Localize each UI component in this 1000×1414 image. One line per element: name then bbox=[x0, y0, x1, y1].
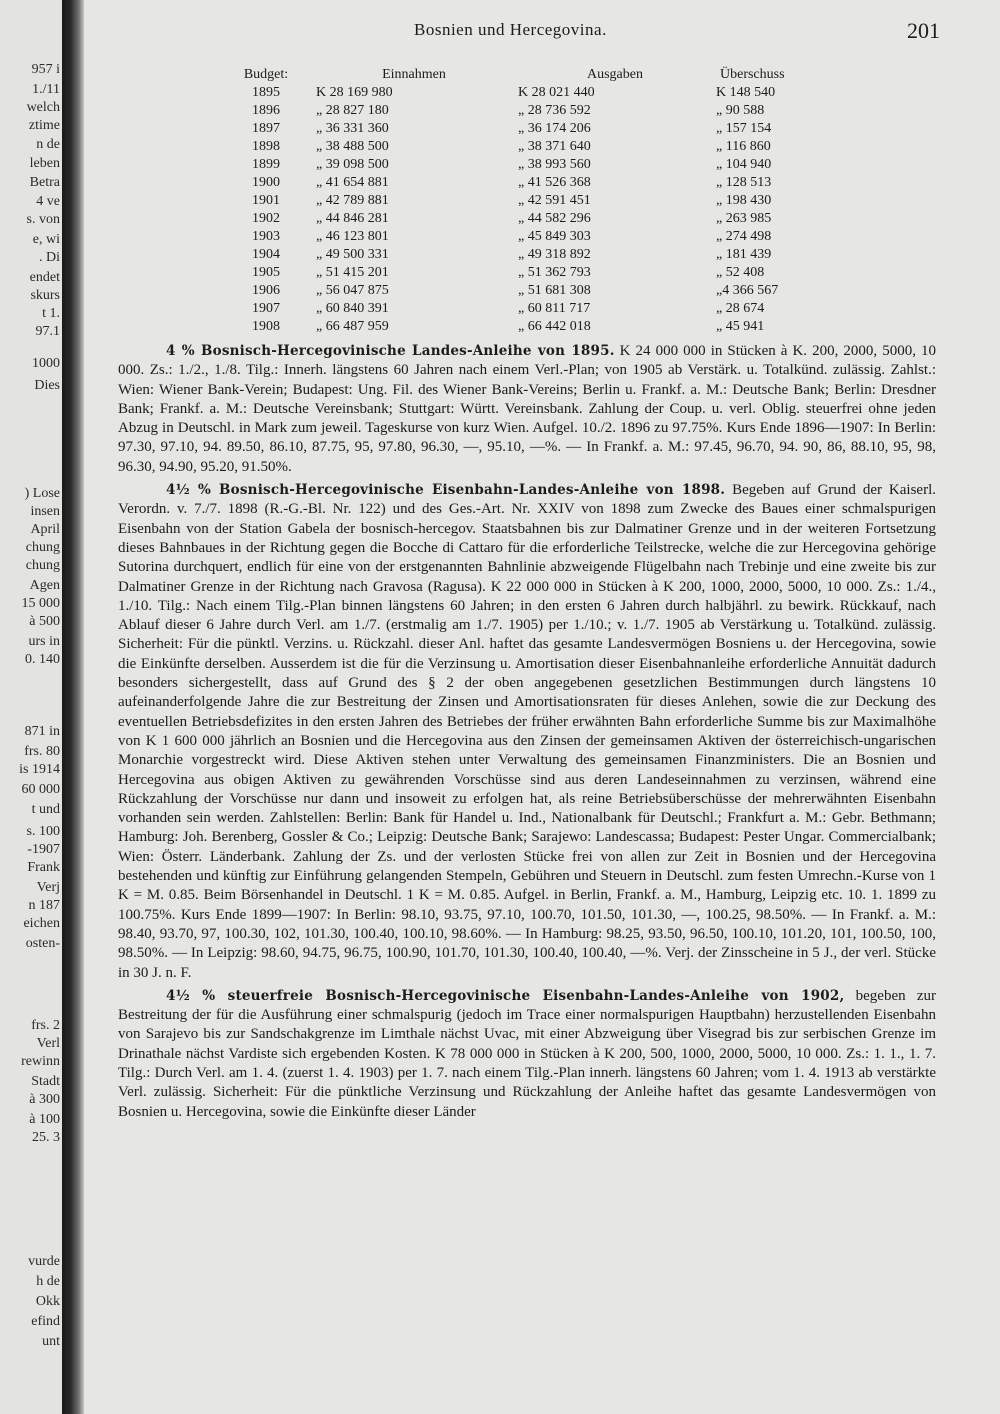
budget-year: 1896 bbox=[252, 103, 280, 118]
section-text: K 24 000 000 in Stücken à K. 200, 2000, 5000, 10 000. Zs.: 1./2., 1./8. Tilg.: Innerh. längstens 60 Jahren nach einem Verl.-Plan; von 1905 ab Verstärk. u. Totalkünd. zulässig. Zahlst.: Wien: Wiener Bank-Verein; Budapest: Ung. Fil. des Wiener Bank-Vereins; Berlin u. Frankf. a. M.: Deutsche Bank; Berlin: Dresdner Bank; Frankf. a. M.: Deutsche Vereinsbank; Stuttgart: Württ. Vereinsbank. Zahlung der Coup. u. verl. Oblig. steuerfrei ohne jeden Abzug in Deutschl. in Mark zum jeweil. Tageskurse von kurz Wien. Aufgel. 10./2. 1896 zu 97.75%. Kurs Ende 1896—1907: In Berlin: 97.30, 97.10, 94. 89.50, 86.10, 87.75, 95, 97.80, 96.30, —, 95.10, —%. — In Frankf. a. M.: 97.45, 96.70, 94. 90, 86, 88.10, 95, 98, 96.30, 94.90, 95.20, 91.50%. bbox=[118, 343, 936, 475]
expense-value: „ 38 993 560 bbox=[518, 157, 591, 172]
income-value: „ 60 840 391 bbox=[316, 301, 389, 316]
income-value: „ 42 789 881 bbox=[316, 193, 389, 208]
margin-fragment: 1./11 bbox=[32, 82, 60, 97]
margin-fragment: à 300 bbox=[29, 1092, 60, 1107]
expense-value: „ 45 849 303 bbox=[518, 229, 591, 244]
budget-year: 1904 bbox=[252, 247, 280, 262]
income-value: „ 66 487 959 bbox=[316, 319, 389, 334]
income-value: „ 39 098 500 bbox=[316, 157, 389, 172]
margin-fragment: 0. 140 bbox=[25, 652, 60, 667]
margin-fragment: s. von bbox=[26, 212, 60, 227]
table-row bbox=[222, 84, 830, 102]
income-value: „ 56 047 875 bbox=[316, 283, 389, 298]
expense-value: „ 49 318 892 bbox=[518, 247, 591, 262]
header-expenses: Ausgaben bbox=[587, 67, 643, 82]
expense-value: „ 41 526 368 bbox=[518, 175, 591, 190]
margin-fragment: Verl bbox=[36, 1036, 60, 1051]
surplus-value: „ 181 439 bbox=[716, 247, 772, 262]
margin-fragment: -1907 bbox=[27, 842, 60, 857]
margin-fragment: chung bbox=[25, 540, 60, 555]
header-surplus: Überschuss bbox=[720, 67, 785, 82]
income-value: „ 41 654 881 bbox=[316, 175, 389, 190]
margin-fragment: frs. 80 bbox=[24, 744, 60, 759]
margin-fragment: urs in bbox=[28, 634, 60, 649]
margin-fragment: Dies bbox=[34, 378, 60, 393]
budget-year: 1897 bbox=[252, 121, 280, 136]
section-1898 bbox=[118, 481, 936, 983]
budget-year: 1907 bbox=[252, 301, 280, 316]
income-value: K 28 169 980 bbox=[316, 85, 393, 100]
margin-fragment: 4 ve bbox=[36, 194, 60, 209]
expense-value: „ 44 582 296 bbox=[518, 211, 591, 226]
surplus-value: „ 128 513 bbox=[716, 175, 772, 190]
margin-fragment: ) Lose bbox=[24, 486, 60, 501]
margin-fragment: leben bbox=[29, 156, 60, 171]
surplus-value: „ 116 860 bbox=[716, 139, 771, 154]
income-value: „ 51 415 201 bbox=[316, 265, 389, 280]
margin-fragment: 871 in bbox=[24, 724, 60, 739]
margin-fragment: n de bbox=[36, 137, 60, 152]
expense-value: „ 51 362 793 bbox=[518, 265, 591, 280]
table-row bbox=[222, 282, 830, 300]
page-number: 201 bbox=[907, 18, 940, 43]
budget-table bbox=[222, 66, 830, 336]
margin-fragment: Okk bbox=[35, 1294, 60, 1309]
margin-fragment: 60 000 bbox=[21, 782, 60, 797]
margin-fragment: welch bbox=[26, 100, 60, 115]
margin-fragment: Verj bbox=[36, 880, 60, 895]
margin-fragment: ztime bbox=[28, 118, 60, 133]
expense-value: „ 28 736 592 bbox=[518, 103, 591, 118]
section-title: 4½ % Bosnisch-Hercegovinische Eisenbahn-Landes-Anleihe von 1898. bbox=[166, 482, 726, 499]
header-title: Bosnien und Hercegovina. bbox=[414, 20, 607, 39]
expense-value: „ 66 442 018 bbox=[518, 319, 591, 334]
book-spine-shadow bbox=[62, 0, 84, 1414]
budget-year: 1895 bbox=[252, 85, 280, 100]
margin-fragment: April bbox=[30, 522, 60, 537]
margin-fragment: efind bbox=[31, 1314, 60, 1329]
income-value: „ 28 827 180 bbox=[316, 103, 389, 118]
surplus-value: „ 104 940 bbox=[716, 157, 772, 172]
income-value: „ 44 846 281 bbox=[316, 211, 389, 226]
table-row bbox=[222, 318, 830, 336]
table-row bbox=[222, 174, 830, 192]
surplus-value: „ 157 154 bbox=[716, 121, 772, 136]
table-row bbox=[222, 210, 830, 228]
running-header bbox=[84, 18, 940, 44]
margin-fragment: à 500 bbox=[29, 614, 60, 629]
margin-fragment: à 100 bbox=[29, 1112, 60, 1127]
surplus-value: „ 45 941 bbox=[716, 319, 765, 334]
section-1895 bbox=[118, 342, 936, 477]
margin-fragment: 15 000 bbox=[21, 596, 60, 611]
surplus-value: „ 52 408 bbox=[716, 265, 765, 280]
margin-fragment: osten- bbox=[25, 936, 60, 951]
table-row bbox=[222, 264, 830, 282]
budget-year: 1898 bbox=[252, 139, 280, 154]
budget-year: 1905 bbox=[252, 265, 280, 280]
budget-year: 1903 bbox=[252, 229, 280, 244]
margin-fragment: Frank bbox=[27, 860, 60, 875]
table-row bbox=[222, 120, 830, 138]
expense-value: „ 60 811 717 bbox=[518, 301, 591, 316]
book-page bbox=[84, 0, 1000, 1414]
budget-year: 1902 bbox=[252, 211, 280, 226]
budget-year: 1901 bbox=[252, 193, 280, 208]
expense-value: „ 51 681 308 bbox=[518, 283, 591, 298]
section-text: begeben zur Bestreitung der für die Ausführung einer schmalspurig (jedoch im Trace einer normalspurigen Hauptbahn) herzustellenden Eisenbahn von Sarajevo bis zur Sandschakgrenze im Limthale nächst Uvac, mit einer Abzweigung über Visegrad bis zur serbischen Grenze im Drinathale nächst Vardiste sich ergebenden Kosten. K 78 000 000 in Stücken à K 200, 500, 1000, 2000, 5000, 10 000. Zs.: 1. 1., 1. 7. Tilg.: Durch Verl. am 1. 4. (zuerst 1. 4. 1903) per 1. 7. nach einem Tilg.-Plan innerh. längstens 60 Jahren; vom 1. 4. 1913 ab verstärkte Verl. zulässig. Sicherheit: Für die pünktliche Verzinsung und Rückzahlung der Anleihe haftet das gesamte Landesvermögen von Bosnien u. Hercegovina, sowie die Einkünfte dieser Länder bbox=[118, 987, 936, 1120]
income-value: „ 38 488 500 bbox=[316, 139, 389, 154]
margin-fragment: chung bbox=[25, 558, 60, 573]
margin-fragment: insen bbox=[30, 504, 60, 519]
margin-fragment: h de bbox=[36, 1274, 60, 1289]
margin-fragment: Stadt bbox=[31, 1074, 60, 1089]
budget-table-header bbox=[222, 66, 830, 84]
budget-year: 1899 bbox=[252, 157, 280, 172]
table-row bbox=[222, 246, 830, 264]
margin-fragment: e, wi bbox=[32, 232, 60, 247]
table-row bbox=[222, 300, 830, 318]
table-row bbox=[222, 192, 830, 210]
table-row bbox=[222, 102, 830, 120]
margin-fragment: vurde bbox=[28, 1254, 60, 1269]
budget-year: 1906 bbox=[252, 283, 280, 298]
surplus-value: „ 198 430 bbox=[716, 193, 772, 208]
margin-fragment: endet bbox=[29, 270, 60, 285]
margin-fragment: eichen bbox=[23, 916, 60, 931]
facing-page-margin bbox=[0, 0, 62, 1414]
header-budget: Budget: bbox=[243, 67, 289, 82]
surplus-value: „ 90 588 bbox=[716, 103, 765, 118]
expense-value: „ 42 591 451 bbox=[518, 193, 591, 208]
margin-fragment: unt bbox=[42, 1334, 60, 1349]
surplus-value: „ 28 674 bbox=[716, 301, 765, 316]
margin-fragment: 1000 bbox=[32, 356, 60, 371]
budget-year: 1900 bbox=[252, 175, 280, 190]
surplus-value: „ 263 985 bbox=[716, 211, 772, 226]
budget-year: 1908 bbox=[252, 319, 280, 334]
table-row bbox=[222, 228, 830, 246]
income-value: „ 49 500 331 bbox=[316, 247, 389, 262]
surplus-value: „ 274 498 bbox=[716, 229, 772, 244]
body-text bbox=[118, 342, 936, 1126]
margin-fragment: 957 i bbox=[31, 62, 60, 77]
margin-fragment: skurs bbox=[30, 288, 60, 303]
margin-fragment: . Di bbox=[39, 250, 60, 265]
margin-fragment: is 1914 bbox=[19, 762, 60, 777]
surplus-value: „4 366 567 bbox=[716, 283, 779, 298]
table-row bbox=[222, 138, 830, 156]
section-title: 4½ % steuerfreie Bosnisch-Hercegovinische Eisenbahn-Landes-Anleihe von 1902, bbox=[166, 987, 845, 1004]
margin-fragment: 97.1 bbox=[35, 324, 60, 339]
margin-fragment: n 187 bbox=[28, 898, 60, 913]
income-value: „ 46 123 801 bbox=[316, 229, 389, 244]
expense-value: K 28 021 440 bbox=[518, 85, 595, 100]
margin-fragment: frs. 2 bbox=[31, 1018, 60, 1033]
margin-fragment: rewinn bbox=[21, 1054, 60, 1069]
section-1902 bbox=[118, 987, 936, 1122]
margin-fragment: 25. 3 bbox=[32, 1130, 60, 1145]
margin-fragment: t und bbox=[31, 802, 60, 817]
expense-value: „ 38 371 640 bbox=[518, 139, 591, 154]
section-text: Begeben auf Grund der Kaiserl. Verordn. v. 7./7. 1898 (R.-G.-Bl. Nr. 122) und des Ges.-Art. Nr. XXIV von 1898 zum Zwecke des Baues einer schmalspurigen Eisenbahn von der Station Gabela der bosnisch-hercegov. Staatsbahnen bis zur Dalmatiner Grenze und in der weiteren Fortsetzung dieses Bahnbaues in der Richtung gegen die Bocche di Cattaro für die erforderliche Teilstrecke, welche die zur Hercegovina gehörige Sutorina durchquert, endlich für eine von der erstgenannten Bahnlinie abzweigende Flügelbahn nach Trebinje und eine zweite bis zur Dalmatiner Grenze in der Richtung nach Gravosa (Ragusa). K 22 000 000 in Stücken à K 200, 1000, 2000, 5000, 10 000. Zs.: 1./4., 1./10. Tilg.: Nach einem Tilg.-Plan binnen längstens 60 Jahren; in den ersten 6 Jahren durch halbjährl. zu bewirk. Rückkauf, nach Ablauf dieser 6 Jahre durch Verl. am 1./7. (erstmalig am 1./7. 1905) per 1./10.; v. 1./7. 1905 ab Verstärkung u. Totalkünd. zulässig. Sicherheit: Für die pünktl. Verzins. u. Rückzahl. dieser Anl. haftet das gesamte Landesvermögen Bosniens u. der Hercegovina, sowie die Einkünfte derselben. Ausserdem ist die für die Verzinsung u. Amortisation dieser Eisenbahnanleihe erforderliche Annuität dadurch besonders sichergestellt, dass auf Grund des § 2 der oben angegebenen gesetzlichen Bestimmungen durch längstens 10 aufeinanderfolgende Jahre die zur Bestreitung der Zinsen und Amortisationsraten für dieses Anlehen, sowie die zur Deckung des eventuellen Betriebsdefizites in den ersten Jahren des Betriebes der früher erwähnten Bahn erforderliche Summe bis zur Maximalhöhe von K 1 600 000 jährlich an Bosnien und die Hercegovina aus den Zinsen der gemeinsamen Aktiven der österreichisch-ungarischen Monarchie vorgestreckt wird. Diese Aktiven stehen unter Verwaltung des gemeinsamen Finanzministers. Die an Bosnien und Hercegovina aus obigen Aktiven zu gewährenden Vorschüsse sind aus deren Landeseinnahmen zu verzinsen, während eine Rückzahlung der Vorschüsse nur dann und insoweit zu erfolgen hat, als reine Betriebsüberschüsse der mehrerwähnten Eisenbahn vorhanden sein werden. Zahlstellen: Berlin: Bank für Handel u. Ind., Nationalbank für Deutschl.; Frankfurt a. M.: Gebr. Bethmann; Hamburg: Joh. Berenberg, Gossler & Co.; Leipzig: Deutsche Bank; Sarajewo: Landescassa; Budapest: Pester Ungar. Commercialbank; Wien: Österr. Länderbank. Zahlung der Zs. und der verlosten Stücke frei von allen zur Zeit in Bosnien und der Hercegovina bestehenden und künftig zur Einführung gelangenden Stempeln, Gebühren und Steuern in Deutschl. zum festen Umrechn.-Kurse von 1 K = M. 0.85. Beim Börsenhandel in Deutschl. 1 K = M. 0.85. Aufgel. in Berlin, Frankf. a. M., Hamburg, Leipzig etc. 10. 1. 1899 zu 100.75%. Kurs Ende 1899—1907: In Berlin: 98.10, 93.75, 97.10, 100.70, 101.50, 101.30, —, 100.25, 98.50%. — In Frankf. a. M.: 98.40, 93.70, 97, 100.30, 102, 101.30, 100.40, 100.10, 98.60%. — In Hamburg: 98.25, 93.50, 96.50, 100.10, 101.20, 101, 100.50, 100, 98.50%. — In Leipzig: 98.60, 94.75, 96.75, 100.90, 101.70, 101.30, 100.40, 100.40, —%. Verj. der Zinsscheine in 5 J., der verl. Stücke in 30 J. n. F. bbox=[118, 482, 936, 981]
margin-fragment: Agen bbox=[29, 578, 60, 593]
table-row bbox=[222, 156, 830, 174]
income-value: „ 36 331 360 bbox=[316, 121, 389, 136]
expense-value: „ 36 174 206 bbox=[518, 121, 591, 136]
surplus-value: K 148 540 bbox=[716, 85, 776, 100]
header-income: Einnahmen bbox=[382, 67, 446, 82]
margin-fragment: s. 100 bbox=[26, 824, 60, 839]
section-title: 4 % Bosnisch-Hercegovinische Landes-Anleihe von 1895. bbox=[166, 343, 615, 359]
margin-fragment: t 1. bbox=[42, 306, 60, 321]
margin-fragment: Betra bbox=[29, 175, 60, 190]
